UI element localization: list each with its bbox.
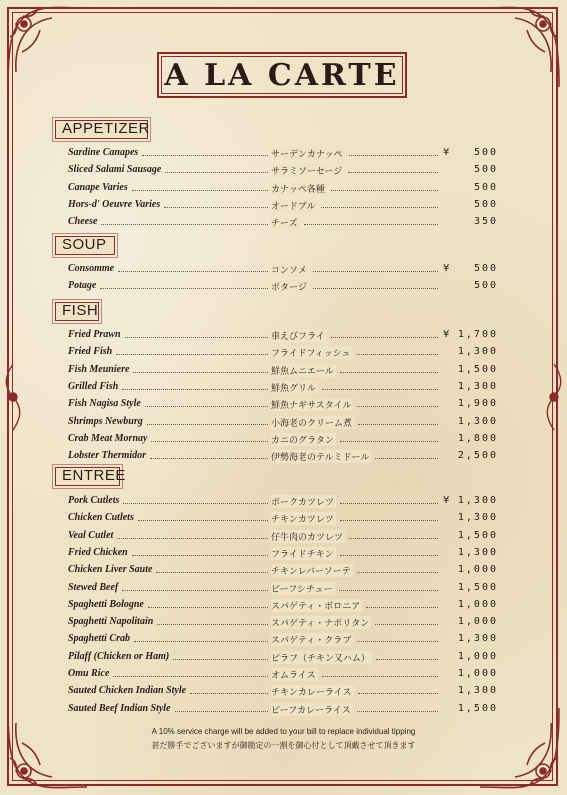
- price: 1,300: [457, 380, 498, 392]
- dot-leader: [304, 224, 438, 225]
- menu-item: [68, 182, 498, 199]
- menu-item: [68, 381, 498, 398]
- dot-leader: [313, 271, 438, 272]
- dot-leader: [340, 520, 438, 521]
- dot-leader: [175, 711, 268, 712]
- menu-item: [68, 199, 498, 216]
- menu-item: [68, 495, 498, 512]
- price: 1,500: [457, 581, 498, 593]
- dish-name-jp: オムライス: [271, 668, 318, 681]
- dish-name: Sliced Salami Sausage: [68, 164, 162, 176]
- dish-name-jp: 小海老のクリーム煮: [271, 416, 354, 429]
- yen-symbol: ¥: [443, 147, 450, 158]
- dot-leader: [358, 693, 438, 694]
- menu-item: [68, 433, 498, 450]
- dish-name-jp: チキンカレーライス: [271, 685, 354, 698]
- dish-name-jp: スパゲティ・ボロニア: [271, 599, 362, 612]
- dish-name: Cheese: [68, 216, 98, 228]
- dish-name: Pork Cutlets: [68, 495, 120, 506]
- dot-leader: [132, 555, 268, 556]
- dot-leader: [376, 659, 438, 660]
- price: 1,500: [457, 529, 498, 541]
- dish-name-jp: スパゲティ・ナポリタン: [271, 616, 371, 629]
- dish-name: Stewed Beef: [68, 581, 119, 593]
- menu-item: [68, 703, 498, 720]
- dish-name: Hors-d' Oeuvre Varies: [68, 198, 161, 210]
- dot-leader: [340, 372, 438, 373]
- price: 1,300: [457, 546, 498, 558]
- dot-leader: [358, 424, 438, 425]
- dot-leader: [339, 590, 438, 591]
- dot-leader: [123, 503, 268, 504]
- dish-name-jp: サーデンカナッペ: [271, 147, 345, 160]
- service-charge-note: A 10% service charge will be added to your bill to replace individual tipping: [151, 727, 416, 736]
- price: 1,900: [457, 398, 498, 410]
- dish-name: Pilaff (Chicken or Ham): [68, 650, 170, 662]
- dot-leader: [101, 224, 268, 225]
- price: 1,300: [457, 512, 498, 524]
- dot-leader: [348, 172, 438, 173]
- menu-item: [68, 512, 498, 529]
- dot-leader: [138, 520, 268, 521]
- dot-leader: [156, 572, 268, 573]
- dish-name: Grilled Fish: [68, 380, 119, 392]
- menu-item: [68, 599, 498, 616]
- menu-item: [68, 216, 498, 233]
- dish-name: Crab Meat Mornay: [68, 432, 148, 444]
- corner-ornament-icon: [475, 2, 565, 92]
- dish-name-jp: 鮮魚グリル: [271, 381, 318, 394]
- dot-leader: [357, 354, 438, 355]
- price: 1,300: [457, 346, 498, 358]
- dot-leader: [375, 624, 438, 625]
- dish-name: Spaghetti Crab: [68, 633, 130, 645]
- menu-item: [68, 582, 498, 599]
- price: 350: [473, 216, 498, 228]
- dot-leader: [132, 190, 268, 191]
- dot-leader: [375, 458, 438, 459]
- dish-name-jp: ポークカツレツ: [271, 495, 336, 508]
- dot-leader: [190, 693, 268, 694]
- dish-name-jp: カニのグラタン: [271, 433, 336, 446]
- dish-name-jp: フライドチキン: [271, 547, 336, 560]
- dot-leader: [321, 207, 438, 208]
- dot-leader: [357, 572, 438, 573]
- dish-name-jp: チキンレバーソーテ: [271, 564, 353, 577]
- menu-item: [68, 346, 498, 363]
- dish-name-jp: オードブル: [271, 199, 317, 212]
- menu-item: [68, 564, 498, 581]
- dish-name: Potage: [68, 280, 97, 292]
- dish-name-jp: スパゲティ・クラブ: [271, 633, 353, 646]
- menu-item: [68, 147, 498, 164]
- dot-leader: [113, 676, 268, 677]
- price: 1,300: [457, 415, 498, 427]
- price: 1,000: [457, 564, 498, 576]
- dish-name: Fish Nagisa Style: [68, 398, 141, 410]
- dot-leader: [147, 424, 268, 425]
- dish-name: Fried Prawn: [68, 329, 121, 340]
- dish-name-jp: ビーフカレーライス: [271, 703, 353, 716]
- price: 1,300: [457, 495, 498, 506]
- dish-name-jp: ポタージ: [271, 280, 309, 293]
- price: 1,700: [457, 329, 498, 340]
- section-label-appetizer: APPETIZER: [55, 120, 148, 139]
- menu-item: [68, 530, 498, 547]
- dish-name: Chicken Liver Saute: [68, 564, 153, 576]
- dot-leader: [142, 155, 268, 156]
- menu-item: [68, 364, 498, 381]
- price: 1,300: [457, 633, 498, 645]
- dot-leader: [357, 406, 438, 407]
- dish-name: Consomme: [68, 263, 115, 274]
- yen-symbol: ¥: [443, 263, 450, 274]
- dot-leader: [331, 190, 438, 191]
- menu-item: [68, 164, 498, 181]
- dish-name-jp: ピラフ（チキン又ハム）: [271, 651, 372, 664]
- page-title: A LA CARTE: [164, 57, 400, 93]
- menu-item: [68, 398, 498, 415]
- dish-name: Sauted Chicken Indian Style: [68, 685, 187, 697]
- dot-leader: [357, 711, 438, 712]
- yen-symbol: ¥: [443, 329, 450, 340]
- dish-name: Sauted Beef Indian Style: [68, 702, 171, 714]
- dot-leader: [150, 458, 268, 459]
- dot-leader: [349, 155, 438, 156]
- dot-leader: [340, 441, 438, 442]
- dish-name: Shrimps Newburg: [68, 415, 143, 427]
- dish-name-jp: チキンカツレツ: [271, 512, 336, 525]
- dot-leader: [340, 555, 438, 556]
- menu-item: [68, 616, 498, 633]
- dot-leader: [349, 538, 438, 539]
- dish-name-jp: チーズ: [271, 216, 300, 229]
- section-label-soup: SOUP: [55, 236, 115, 255]
- dot-leader: [157, 624, 268, 625]
- menu-item: [68, 651, 498, 668]
- price: 1,500: [457, 363, 498, 375]
- price: 500: [473, 147, 498, 158]
- dot-leader: [134, 641, 268, 642]
- dish-name: Spaghetti Napolitain: [68, 616, 154, 628]
- dish-name: Canape Varies: [68, 181, 128, 193]
- menu-item: [68, 263, 498, 280]
- title-box: [157, 52, 407, 98]
- dish-name-jp: 仔牛肉のカツレツ: [271, 530, 345, 543]
- dot-leader: [331, 337, 438, 338]
- price: 1,000: [457, 616, 498, 628]
- dot-leader: [117, 538, 268, 539]
- dish-name-jp: 鮮魚ナギサスタイル: [271, 398, 353, 411]
- dot-leader: [133, 372, 268, 373]
- dish-name-jp: 鮮魚ムニエール: [271, 364, 336, 377]
- price: 1,300: [457, 685, 498, 697]
- dot-leader: [165, 172, 268, 173]
- menu-item: [68, 280, 498, 297]
- dot-leader: [148, 607, 268, 608]
- menu-item: [68, 450, 498, 467]
- dish-name: Fried Chicken: [68, 546, 128, 558]
- dish-name: Sardine Canapes: [68, 147, 139, 158]
- dish-name: Spaghetti Bologne: [68, 598, 144, 610]
- service-charge-note-jp: 甚だ勝手でございますが御勘定の一割を御心付として頂戴させて頂きます: [151, 741, 416, 750]
- side-ornament-icon: [2, 362, 24, 432]
- dish-name-jp: コンソメ: [271, 263, 309, 276]
- dish-name: Lobster Thermidor: [68, 450, 147, 462]
- dot-leader: [125, 337, 268, 338]
- menu-item: [68, 668, 498, 685]
- price: 500: [473, 263, 498, 274]
- dot-leader: [145, 406, 268, 407]
- dot-leader: [313, 288, 438, 289]
- section-label-entree: ENTREE: [55, 467, 120, 486]
- dot-leader: [122, 389, 268, 390]
- dot-leader: [151, 441, 268, 442]
- dot-leader: [366, 607, 438, 608]
- menu-item: [68, 416, 498, 433]
- price: 2,500: [457, 450, 498, 462]
- section-label-fish: FISH: [55, 302, 99, 321]
- dish-name: Chicken Cutlets: [68, 512, 134, 524]
- dot-leader: [357, 641, 438, 642]
- menu-item: [68, 633, 498, 650]
- menu-item: [68, 685, 498, 702]
- dish-name-jp: 伊勢海老のテルミドール: [271, 450, 371, 463]
- dish-name-jp: ビーフシチュー: [271, 582, 335, 595]
- price: 1,500: [457, 702, 498, 714]
- dot-leader: [322, 389, 438, 390]
- dish-name-jp: フライドフィッシュ: [271, 346, 353, 359]
- side-ornament-icon: [543, 362, 565, 432]
- price: 500: [473, 280, 498, 292]
- price: 500: [473, 181, 498, 193]
- price: 1,800: [457, 432, 498, 444]
- dish-name-jp: 車えびフライ: [271, 329, 327, 342]
- dot-leader: [100, 288, 268, 289]
- dot-leader: [340, 503, 438, 504]
- dot-leader: [164, 207, 268, 208]
- menu-item: [68, 547, 498, 564]
- menu-item: [68, 329, 498, 346]
- price: 1,000: [457, 650, 498, 662]
- dish-name-jp: サラミソーセージ: [271, 164, 344, 177]
- dot-leader: [118, 271, 268, 272]
- corner-ornament-icon: [2, 2, 92, 92]
- dot-leader: [122, 590, 268, 591]
- dish-name: Fried Fish: [68, 346, 113, 358]
- price: 500: [473, 198, 498, 210]
- dish-name: Omu Rice: [68, 668, 110, 679]
- dish-name: Fish Meuniere: [68, 363, 130, 375]
- dot-leader: [116, 354, 268, 355]
- dot-leader: [173, 659, 268, 660]
- price: 1,000: [457, 598, 498, 610]
- price: 500: [473, 164, 498, 176]
- dish-name: Veal Cutlet: [68, 529, 114, 541]
- dish-name-jp: カナッペ各種: [271, 182, 327, 195]
- dot-leader: [322, 676, 438, 677]
- price: 1,000: [457, 668, 498, 679]
- yen-symbol: ¥: [443, 495, 450, 506]
